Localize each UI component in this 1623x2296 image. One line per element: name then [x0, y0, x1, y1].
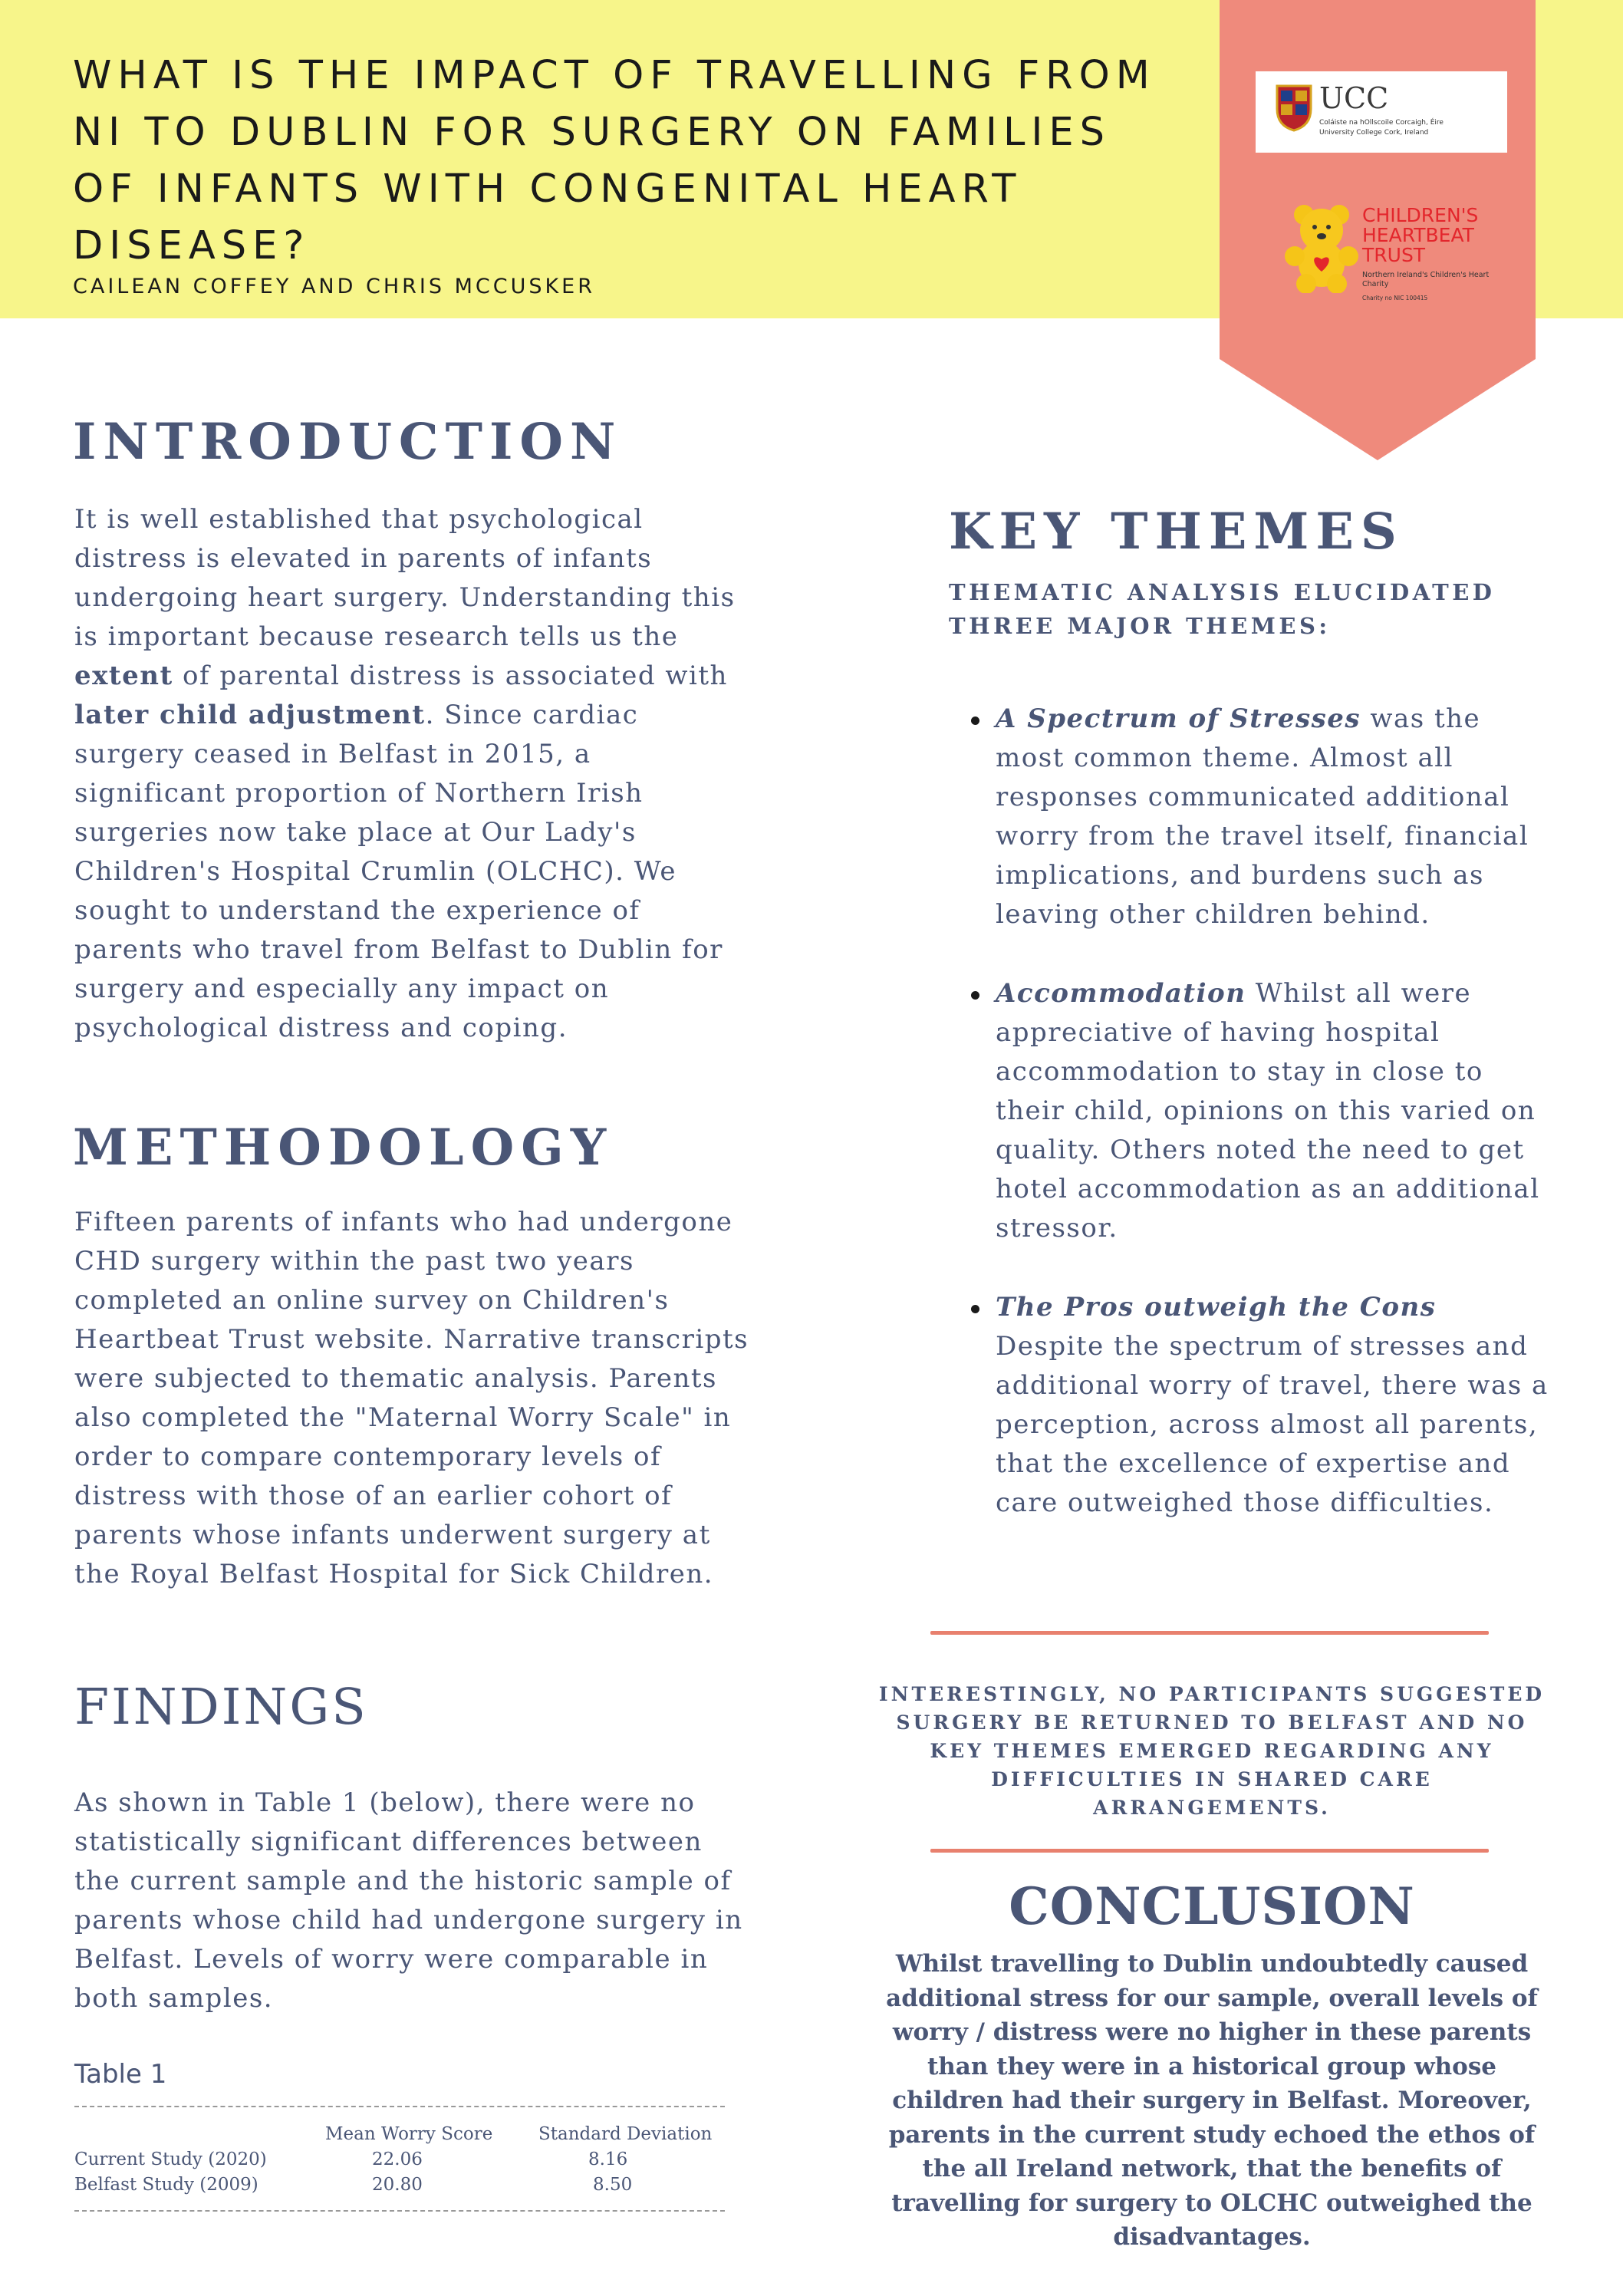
list-item	[968, 1288, 1551, 1523]
worry-table	[74, 2106, 725, 2212]
ucc-crest-icon	[1275, 83, 1313, 132]
conclusion-text: Whilst travelling to Dublin undoubtedly caused additional stress for our sample, overall levels of worry / distress were no higher in these parents than they were in a historical group whose children had their surgery in Belfast. Moreover, parents in the current study echoed the ethos of the all Ireland network, that the benefits of travelling for surgery to OLCHC outweighed the disadvantages.	[886, 1950, 1538, 2251]
theme-title: Accommodation	[996, 978, 1246, 1009]
table-row-label: Current Study (2020)	[74, 2149, 267, 2169]
themes-list	[968, 700, 1551, 1523]
theme-title: A Spectrum of Stresses	[996, 703, 1361, 734]
introduction-text	[74, 500, 742, 1048]
key-themes-heading: KEY THEMES	[949, 502, 1404, 561]
table-row-label: Belfast Study (2009)	[74, 2175, 258, 2195]
table-cell-sd: 8.50	[593, 2175, 633, 2195]
theme-text: was the most common theme. Almost all responses communicated additional worry from the travel itself, financial implications, and burdens such as leaving other children behind.	[996, 703, 1529, 930]
methodology-text: Fifteen parents of infants who had undergone CHD surgery within the past two years completed an online survey on Children's Heartbeat Trust website. Narrative transcripts were subjected to thematic analysis. Parents also completed the "Maternal Worry Scale" in order to compare contemporary levels of distress with those of an earlier cohort of parents whose infants underwent surgery at the Royal Belfast Hospital for Sick Children.	[74, 1207, 749, 1589]
list-item	[968, 700, 1551, 934]
divider	[930, 1849, 1489, 1853]
key-themes-subheading: THEMATIC ANALYSIS ELUCIDATED THREE MAJOR THEMES:	[949, 579, 1496, 639]
methodology-heading: METHODOLOGY	[73, 1118, 614, 1177]
table-caption: Table 1	[74, 2059, 167, 2090]
introduction-text-part: of parental distress is associated with	[173, 660, 728, 691]
ucc-irish-name: Coláiste na hOllscoile Corcaigh, Éire	[1319, 119, 1444, 127]
page-title: WHAT IS THE IMPACT OF TRAVELLING FROM NI TO DUBLIN FOR SURGERY ON FAMILIES OF INFANTS WITH CONGENITAL HEART DISEASE?	[73, 53, 1156, 268]
introduction-emphasis: later child adjustment	[74, 700, 426, 730]
table-cell-mean: 22.06	[372, 2149, 423, 2169]
bullet-icon	[971, 991, 979, 1000]
introduction-text-part: . Since cardiac surgery ceased in Belfast in 2015, a significant proportion of Northern Irish surgeries now take place at Our Lady's Children's Hospital Crumlin (OLCHC). We sought to understand the experience of parents who travel from Belfast to Dublin for surgery and especially any impact on psychological distress and coping.	[74, 700, 723, 1043]
table-header-sd: Standard Deviation	[538, 2124, 713, 2144]
conclusion-heading: CONCLUSION	[1009, 1876, 1415, 1936]
table-cell-mean: 20.80	[372, 2175, 423, 2195]
interesting-note: INTERESTINGLY, NO PARTICIPANTS SUGGESTED SURGERY BE RETURNED TO BELFAST AND NO KEY THEMES EMERGED REGARDING ANY DIFFICULTIES IN SHARED CARE ARRANGEMENTS.	[878, 1683, 1546, 1819]
findings-text: As shown in Table 1 (below), there were no statistically significant differences between the current sample and the historic sample of parents whose child had undergone surgery in Belfast. Levels of worry were comparable in both samples.	[74, 1787, 743, 2014]
bullet-icon	[971, 1305, 979, 1313]
cht-wordmark: CHILDREN'S HEARTBEAT TRUST	[1362, 204, 1479, 266]
theme-text: Whilst all were appreciative of having hospital accommodation to stay in close to their child, opinions on this varied on quality. Others noted the need to get hotel accommodation as an additional stressor.	[996, 978, 1540, 1244]
table-header-mean: Mean Worry Score	[325, 2124, 493, 2144]
introduction-emphasis: extent	[74, 660, 173, 691]
cht-tagline: Northern Ireland's Children's Heart Charity	[1362, 271, 1490, 288]
theme-text: Despite the spectrum of stresses and additional worry of travel, there was a perception, across almost all parents, that the excellence of expertise and care outweighed those difficulties.	[996, 1331, 1549, 1518]
ucc-wordmark: UCC	[1319, 81, 1389, 115]
table-cell-sd: 8.16	[588, 2149, 628, 2169]
cht-charity-number: Charity no NIC 100415	[1362, 295, 1428, 301]
introduction-heading: INTRODUCTION	[73, 413, 623, 471]
bullet-icon	[971, 716, 979, 725]
teddy-bear-icon	[1279, 201, 1364, 293]
ucc-english-name: University College Cork, Ireland	[1319, 129, 1429, 137]
divider	[930, 1631, 1489, 1635]
authors: CAILEAN COFFEY AND CHRIS MCCUSKER	[73, 275, 596, 298]
findings-heading: FINDINGS	[74, 1678, 368, 1736]
theme-title: The Pros outweigh the Cons	[996, 1292, 1437, 1323]
introduction-text-part: It is well established that psychological distress is elevated in parents of infants undergoing heart surgery. Understanding this is important because research tells us the	[74, 504, 736, 652]
list-item	[968, 974, 1551, 1248]
